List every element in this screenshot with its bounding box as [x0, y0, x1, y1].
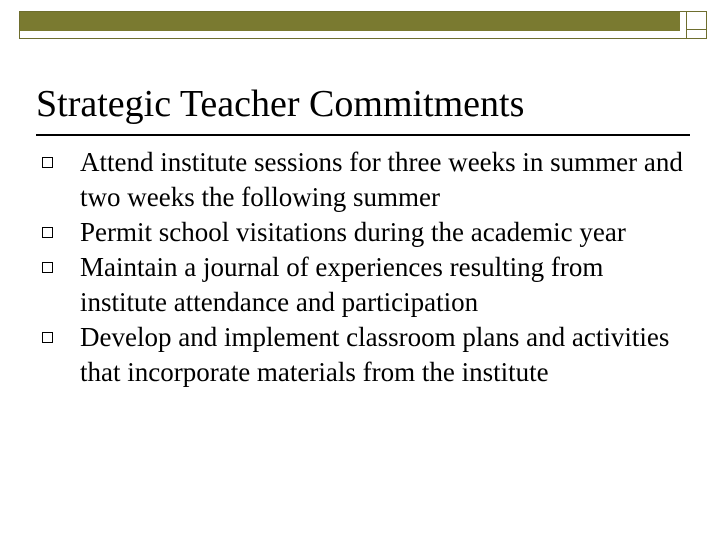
square-bullet-icon [42, 332, 53, 343]
bullet-text-1: Attend institute sessions for three weeks in summer and two weeks the following summer [80, 147, 683, 212]
square-bullet-icon [42, 157, 53, 168]
bullet-text-3: Maintain a journal of experiences resulting from institute attendance and participation [80, 252, 604, 317]
bullet-item-4 [40, 320, 690, 390]
header-decor-fill [20, 12, 680, 31]
square-bullet-icon [42, 227, 53, 238]
title-underline [36, 134, 690, 136]
bullet-item-1 [40, 145, 690, 215]
header-decor-bar [19, 11, 707, 39]
corner-decor-box-bottom [686, 29, 707, 39]
square-bullet-icon [42, 262, 53, 273]
slide-title: Strategic Teacher Commitments [36, 83, 525, 125]
bullet-list [40, 145, 690, 390]
bullet-item-3 [40, 250, 690, 320]
bullet-item-2 [40, 215, 690, 250]
corner-decor-box-top [686, 11, 707, 30]
bullet-text-2: Permit school visitations during the academic year [80, 217, 626, 247]
bullet-text-4: Develop and implement classroom plans and activities that incorporate materials from the institute [80, 322, 670, 387]
